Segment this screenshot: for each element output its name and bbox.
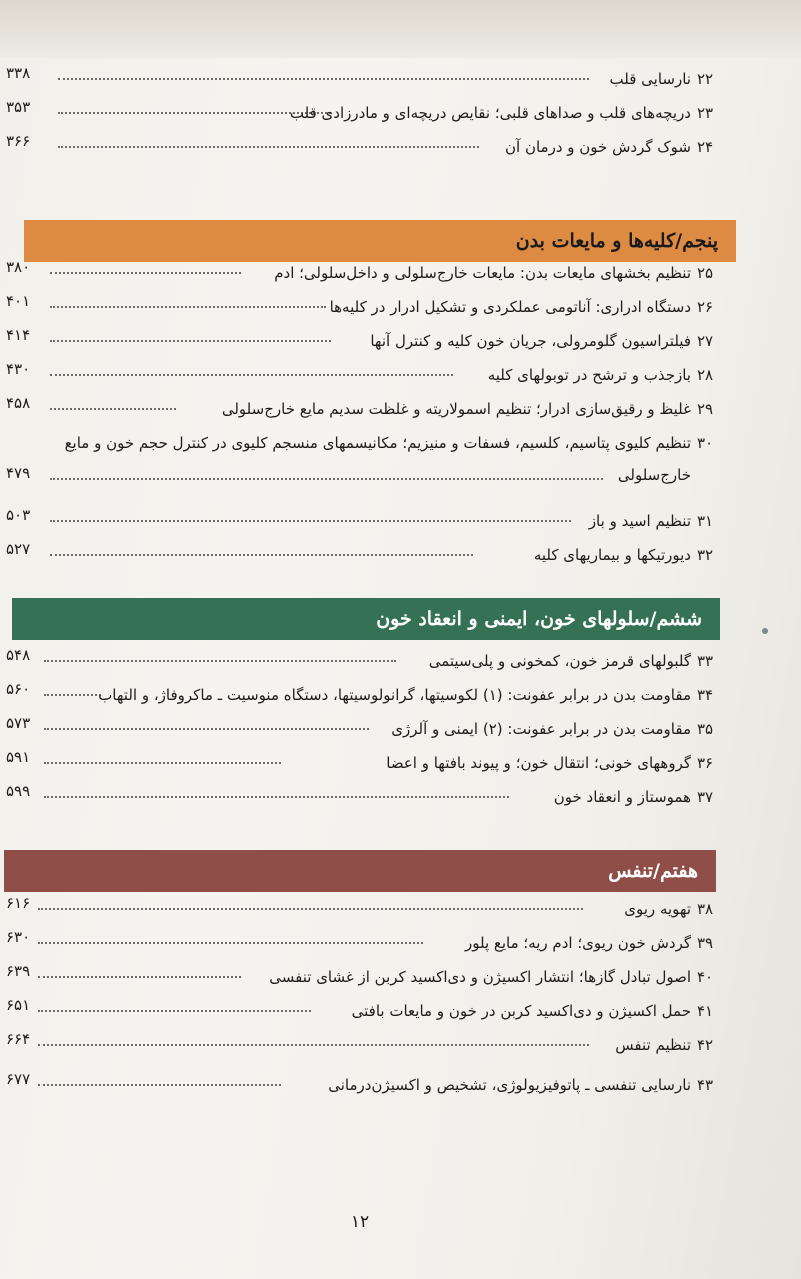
chapter-number: ۴۱ — [697, 1002, 714, 1020]
chapter-number: ۴۰ — [697, 968, 714, 986]
entry-title: مقاومت بدن در برابر عفونت: (۱) لکوسیتها، گرانولوسیتها، دستگاه منوسیت ـ ماکروفاژ، و التهاب — [98, 686, 691, 704]
section-heading: ششم/سلولهای خون، ایمنی و انعقاد خون — [376, 608, 702, 630]
entry-title: گردش خون ریوی؛ ادم ریه؛ مایع پلور — [465, 934, 691, 952]
entry-page-number: ۴۱۴ — [6, 326, 31, 344]
entry-title: هموستاز و انعقاد خون — [553, 788, 691, 806]
entry-page-number: ۵۴۸ — [6, 646, 31, 664]
chapter-number: ۲۴ — [697, 138, 714, 156]
leader-dots — [50, 272, 241, 274]
entry-title: گروههای خونی؛ انتقال خون؛ و پیوند بافتها و اعضا — [386, 754, 691, 772]
toc-entry[interactable] — [0, 1030, 801, 1064]
leader-dots — [38, 1044, 589, 1046]
entry-page-number: ۵۹۹ — [6, 782, 31, 800]
leader-dots — [50, 408, 176, 410]
chapter-number: ۳۶ — [697, 754, 714, 772]
chapter-number: ۲۵ — [697, 264, 714, 282]
entry-title: فیلتراسیون گلومرولی، جریان خون کلیه و کنترل آنها — [370, 332, 691, 350]
toc-entry[interactable] — [0, 292, 801, 326]
chapter-number: ۲۳ — [697, 104, 714, 122]
chapter-number: ۴۲ — [697, 1036, 714, 1054]
entry-title: تهویه ریوی — [624, 900, 691, 918]
leader-dots — [38, 976, 241, 978]
page-top-shadow — [0, 0, 801, 58]
entry-title: مقاومت بدن در برابر عفونت: (۲) ایمنی و آلرژی — [391, 720, 691, 738]
chapter-number: ۲۶ — [697, 298, 714, 316]
toc-entry[interactable] — [0, 394, 801, 428]
leader-dots — [44, 660, 396, 662]
entry-title: تنظیم بخشهای مایعات بدن: مایعات خارج‌سلولی و داخل‌سلولی؛ ادم — [274, 264, 691, 282]
chapter-number: ۳۳ — [697, 652, 714, 670]
toc-entry[interactable] — [0, 962, 801, 996]
chapter-number: ۲۷ — [697, 332, 714, 350]
entry-page-number: ۵۶۰ — [6, 680, 31, 698]
toc-entry[interactable] — [0, 928, 801, 962]
entry-page-number: ۵۲۷ — [6, 540, 31, 558]
entry-page-number: ۵۷۳ — [6, 714, 31, 732]
chapter-number: ۳۹ — [697, 934, 714, 952]
toc-entry[interactable] — [0, 894, 801, 928]
leader-dots — [44, 762, 281, 764]
section-heading: هفتم/تنفس — [608, 860, 698, 882]
toc-entry[interactable] — [0, 132, 801, 166]
chapter-number: ۳۱ — [697, 512, 714, 530]
chapter-number: ۳۰ — [697, 434, 714, 452]
toc-entry[interactable] — [0, 646, 801, 680]
toc-entry[interactable] — [0, 996, 801, 1030]
entry-page-number: ۴۰۱ — [6, 292, 31, 310]
leader-dots — [50, 478, 603, 480]
chapter-number: ۳۴ — [697, 686, 714, 704]
entry-page-number: ۶۳۰ — [6, 928, 31, 946]
leader-dots — [38, 908, 583, 910]
leader-dots — [38, 1084, 281, 1086]
leader-dots — [50, 554, 473, 556]
entry-title: نارسایی قلب — [609, 70, 691, 88]
leader-dots — [58, 78, 589, 80]
entry-page-number: ۶۳۹ — [6, 962, 31, 980]
leader-dots — [50, 340, 331, 342]
toc-entry[interactable] — [0, 714, 801, 748]
leader-dots — [58, 146, 479, 148]
entry-page-number: ۳۵۳ — [6, 98, 31, 116]
entry-title: دستگاه ادراری: آناتومی عملکردی و تشکیل ادرار در کلیه‌ها — [329, 298, 691, 316]
section-header-blood — [12, 598, 720, 640]
toc-entry[interactable] — [0, 1070, 801, 1104]
section-heading: پنجم/کلیه‌ها و مایعات بدن — [515, 230, 718, 252]
entry-page-number: ۵۰۳ — [6, 506, 31, 524]
entry-page-number: ۴۵۸ — [6, 394, 31, 412]
section-header-respiration — [4, 850, 716, 892]
leader-dots — [38, 942, 423, 944]
toc-entry[interactable] — [0, 360, 801, 394]
toc-entry[interactable] — [0, 258, 801, 292]
toc-entry[interactable] — [0, 98, 801, 132]
chapter-number: ۲۸ — [697, 366, 714, 384]
entry-title: تنظیم تنفس — [615, 1036, 691, 1054]
chapter-number: ۳۸ — [697, 900, 714, 918]
chapter-number: ۲۲ — [697, 70, 714, 88]
toc-entry[interactable] — [0, 326, 801, 360]
leader-dots — [50, 306, 326, 308]
entry-title: بازجذب و ترشح در توبولهای کلیه — [487, 366, 691, 384]
chapter-number: ۲۹ — [697, 400, 714, 418]
entry-title: اصول تبادل گازها؛ انتشار اکسیژن و دی‌اکسید کربن از غشای تنفسی — [269, 968, 691, 986]
leader-dots — [44, 694, 101, 696]
entry-title: تنظیم اسید و باز — [588, 512, 691, 530]
entry-page-number: ۶۱۶ — [6, 894, 31, 912]
leader-dots — [38, 1010, 311, 1012]
entry-title: دیورتیکها و بیماریهای کلیه — [533, 546, 691, 564]
toc-entry[interactable] — [0, 782, 801, 816]
entry-page-number: ۶۵۱ — [6, 996, 31, 1014]
entry-page-number: ۵۹۱ — [6, 748, 31, 766]
entry-title: شوک گردش خون و درمان آن — [505, 138, 691, 156]
entry-page-number: ۳۸۰ — [6, 258, 31, 276]
entry-page-number: ۶۷۷ — [6, 1070, 31, 1088]
page-number: ۱۲ — [350, 1212, 370, 1232]
section-header-kidneys — [24, 220, 736, 262]
chapter-number: ۳۲ — [697, 546, 714, 564]
toc-entry[interactable] — [0, 748, 801, 782]
chapter-number: ۴۳ — [697, 1076, 714, 1094]
entry-title: حمل اکسیژن و دی‌اکسید کربن در خون و مایعات بافتی — [351, 1002, 691, 1020]
entry-page-number: ۴۷۹ — [6, 464, 31, 482]
margin-dot — [762, 628, 768, 634]
entry-title: دریچه‌های قلب و صداهای قلبی؛ نقایص دریچه‌ای و مادرزادی قلب — [289, 104, 691, 122]
entry-page-number: ۴۳۰ — [6, 360, 31, 378]
toc-entry[interactable] — [0, 428, 801, 498]
toc-entry[interactable] — [0, 680, 801, 714]
toc-entry[interactable] — [0, 64, 801, 98]
entry-page-number: ۳۳۸ — [6, 64, 31, 82]
entry-page-number: ۶۶۴ — [6, 1030, 31, 1048]
leader-dots — [50, 374, 453, 376]
chapter-number: ۳۷ — [697, 788, 714, 806]
entry-title-continuation: خارج‌سلولی — [617, 466, 691, 484]
entry-title: تنظیم کلیوی پتاسیم، کلسیم، فسفات و منیزیم؛ مکانیسمهای منسجم کلیوی در کنترل حجم خون و مایع — [64, 434, 691, 452]
entry-title: غلیظ و رقیق‌سازی ادرار؛ تنظیم اسمولاریته و غلظت سدیم مایع خارج‌سلولی — [221, 400, 691, 418]
entry-title: نارسایی تنفسی ـ پاتوفیزیولوژی، تشخیص و اکسیژن‌درمانی — [328, 1076, 691, 1094]
toc-entry[interactable] — [0, 540, 801, 574]
leader-dots — [50, 520, 571, 522]
entry-page-number: ۳۶۶ — [6, 132, 31, 150]
leader-dots — [44, 796, 509, 798]
chapter-number: ۳۵ — [697, 720, 714, 738]
leader-dots — [44, 728, 369, 730]
toc-entry[interactable] — [0, 506, 801, 540]
entry-title: گلبولهای قرمز خون، کمخونی و پلی‌سیتمی — [428, 652, 691, 670]
